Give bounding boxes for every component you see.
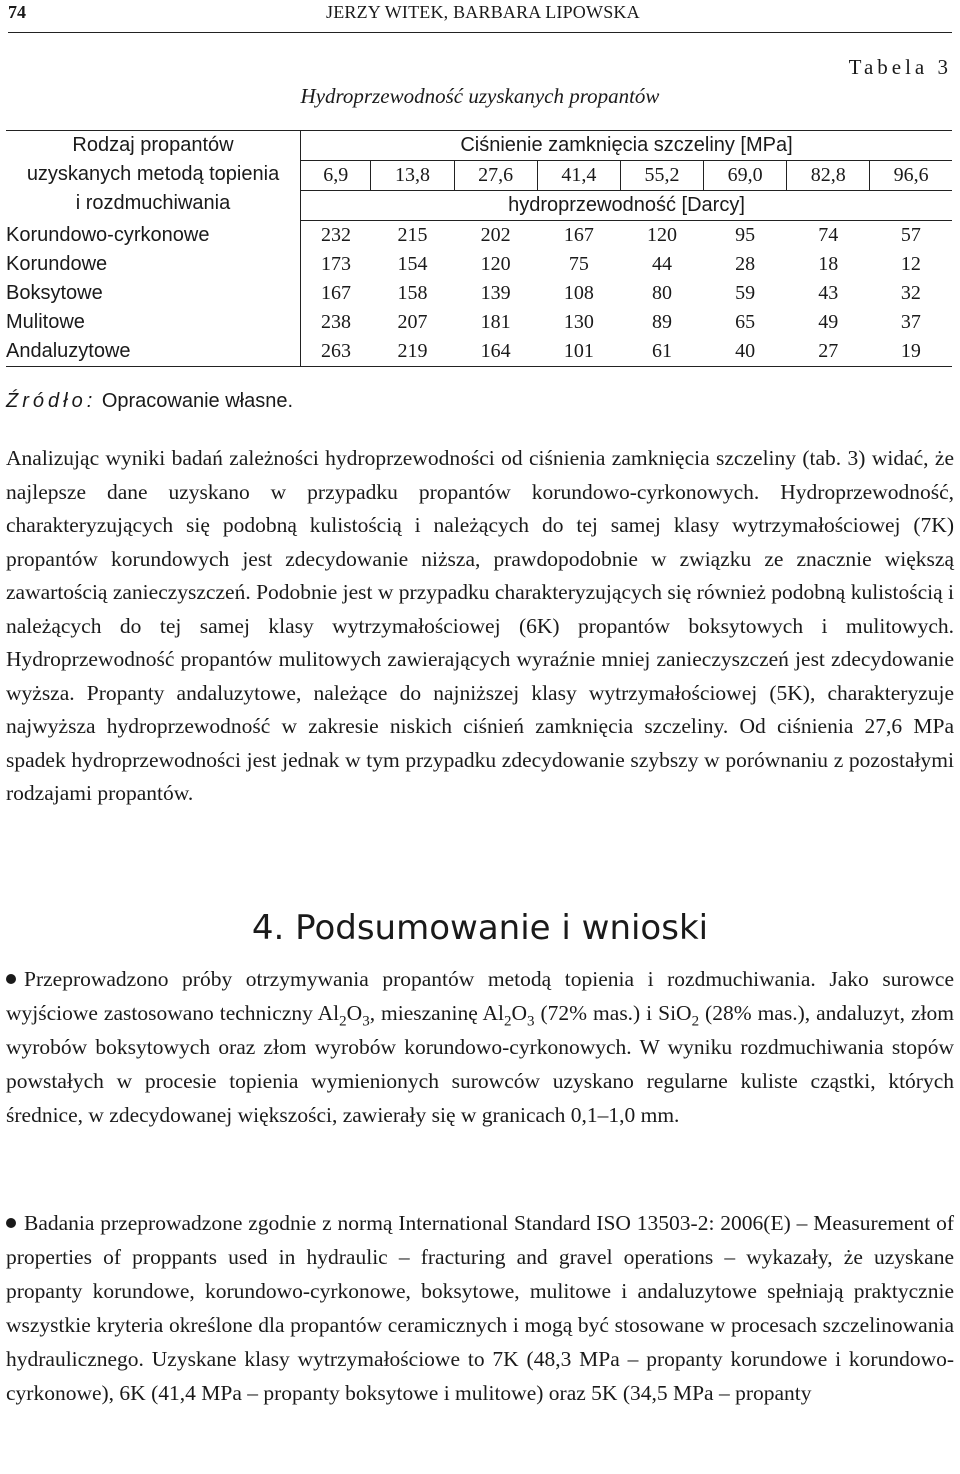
table-cell: 37: [900, 311, 921, 333]
section-heading: 4. Podsumowanie i wnioski: [251, 908, 709, 948]
table-cell: 61: [651, 340, 672, 362]
table-cell: 120: [646, 224, 677, 246]
table-cell: 167: [563, 224, 594, 246]
table-cell: 130: [563, 311, 594, 333]
bullet-icon: [6, 1218, 16, 1228]
row-label: Korundowe: [6, 250, 301, 279]
pressure-header-cell: 69,0: [704, 161, 787, 191]
table-cell: 167: [320, 282, 351, 304]
table-cell: 43: [818, 282, 839, 304]
table-cell: 75: [568, 253, 589, 275]
source-label: Źródło:: [6, 390, 97, 412]
subscript: 2: [339, 1013, 347, 1030]
table-cell: 57: [900, 224, 921, 246]
hydroconductivity-table: [6, 130, 952, 367]
bullet-item: [6, 1206, 954, 1410]
table-row: [6, 308, 952, 337]
bullet-text: (72% mas.) i SiO: [534, 1001, 692, 1025]
table-row: [6, 279, 952, 308]
table-cell: 18: [818, 253, 839, 275]
table-cell: 101: [563, 340, 594, 362]
bullet-text: (28% mas.), andaluzyt, złom wyrobów boksytowych oraz złom wyrobów korundowo-cyrkonowych. W wyniku rozdmuchiwania stopów powstałych w procesie topienia wymienionych surowców uzyskano regularne kuliste cząstki, których średnice, w zdecydowanej większości, zawierały się w granicach 0,1–1,0 mm.: [6, 1001, 954, 1127]
bullet-text: Badania przeprowadzone zgodnie z normą International Standard ISO 13503-2: 2006(E) – Measurement of properties of proppants used in hydraulic – fracturing and gravel operations – wykazały, że uzyskane propanty korundowe, korundowo-cyrkonowe, boksytowe, mulitowe i andaluzytowe spełniają praktycznie wszystkie kryteria określone dla propantów ceramicznych i mogą być stosowane w procesach szczelinowania hydraulicznego. Uzyskane klasy wytrzymałościowe to 7K (48,3 MPa – propanty korundowe i korundowo-cyrkonowe), 6K (41,4 MPa – propanty boksytowe i mulitowe) oraz 5K (34,5 MPa – propanty: [6, 1211, 954, 1405]
table-cell: 27: [818, 340, 839, 362]
bullet-text: O: [511, 1001, 528, 1025]
table-row: [6, 337, 952, 367]
table-cell: 154: [397, 253, 428, 275]
table-cell: 238: [320, 311, 351, 333]
running-title: JERZY WITEK, BARBARA LIPOWSKA: [326, 2, 640, 22]
table-title: [0, 84, 960, 109]
table-row: [6, 250, 952, 279]
row-header-line: uzyskanych metodą topienia: [26, 163, 280, 185]
bullet-icon: [6, 974, 16, 984]
source-text: Opracowanie własne.: [101, 390, 294, 412]
pressure-header-cell: 82,8: [787, 161, 870, 191]
pressure-header-cell: 27,6: [454, 161, 537, 191]
running-header: [8, 0, 952, 33]
table-cell: 164: [480, 340, 511, 362]
pressure-header-cell: 13,8: [371, 161, 454, 191]
bullet-item: [6, 962, 954, 1132]
table-cell: 173: [320, 253, 351, 275]
table-cell: 49: [818, 311, 839, 333]
table-cell: 28: [735, 253, 756, 275]
table-cell: 59: [735, 282, 756, 304]
table-cell: 65: [735, 311, 756, 333]
table-cell: 207: [397, 311, 428, 333]
table-cell: 44: [651, 253, 672, 275]
pressure-header-cell: 96,6: [870, 161, 952, 191]
pressure-header-cell: 41,4: [537, 161, 620, 191]
row-label: Boksytowe: [6, 279, 301, 308]
table-cell: 202: [480, 224, 511, 246]
table-cell: 19: [900, 340, 921, 362]
table-cell: 181: [480, 311, 511, 333]
table-cell: 80: [651, 282, 672, 304]
pressure-group-header: Ciśnienie zamknięcia szczeliny [MPa]: [301, 131, 953, 161]
subscript: 2: [691, 1013, 700, 1030]
table-title-text: Hydroprzewodność uzyskanych propantów: [300, 84, 660, 108]
row-label: Korundowo-cyrkonowe: [6, 221, 301, 251]
table-row: [6, 221, 952, 251]
subscript: 3: [527, 1013, 535, 1030]
table-label: Tabela 3: [848, 55, 952, 79]
row-label: Andaluzytowe: [6, 337, 301, 367]
pressure-header-cell: 6,9: [301, 161, 371, 191]
table-cell: 74: [818, 224, 839, 246]
page-number: 74: [8, 2, 26, 22]
body-paragraph: Analizując wyniki badań zależności hydroprzewodności od ciśnienia zamknięcia szczeliny (tab. 3) widać, że najlepsze dane uzyskano w przypadku propantów korundowo-cyrkonowych. Hydroprzewodność, charakteryzujących się podobną kulistością i należących do tej samej klasy wytrzymałościowej (7K) propantów korundowych jest zdecydowanie niższa, prawdopodobnie w związku ze znacznie większą zawartością zanieczyszczeń. Podobnie jest w przypadku charakteryzujących się również podobną kulistością i należących do tej samej klasy wytrzymałościowej (6K) propantów boksytowych i mulitowych. Hydroprzewodność propantów mulitowych zawierających wyraźnie mniej zanieczyszczeń jest zdecydowanie wyższa. Propanty andaluzytowe, należące do najniższej klasy wytrzymałościowej (5K), charakteryzuje najwyższa hydroprzewodność w zakresie niskich ciśnień zamknięcia szczeliny. Od ciśnienia 27,6 MPa spadek hydroprzewodności jest jednak w tym przypadku zdecydowanie szybszy w porównaniu z pozostałymi rodzajami propantów.: [6, 446, 955, 805]
pressure-header-cell: 55,2: [620, 161, 703, 191]
bullet-text: Przeprowadzono próby otrzymywania propantów metodą topienia i rozdmuchiwania. Jako surowce wyjściowe zastosowano techniczny Al: [6, 967, 954, 1025]
table-cell: 40: [735, 340, 756, 362]
table-cell: 32: [900, 282, 921, 304]
table-cell: 158: [397, 282, 428, 304]
table-cell: 95: [735, 224, 756, 246]
subscript: 2: [504, 1013, 512, 1030]
subscript: 3: [362, 1013, 370, 1030]
table-cell: 108: [563, 282, 594, 304]
unit-header: hydroprzewodność [Darcy]: [301, 191, 953, 221]
row-header-line: i rozdmuchiwania: [75, 192, 231, 214]
table-source: [6, 390, 293, 413]
table-cell: 120: [480, 253, 511, 275]
table-cell: 219: [397, 340, 428, 362]
row-header-cell: [6, 131, 301, 221]
row-label: Mulitowe: [6, 308, 301, 337]
table-cell: 89: [651, 311, 672, 333]
table-cell: 139: [480, 282, 511, 304]
bullet-text: O: [346, 1001, 363, 1025]
bullet-text: , mieszaninę Al: [369, 1001, 505, 1025]
table-cell: 12: [900, 253, 921, 275]
table-cell: 263: [320, 340, 351, 362]
row-header-line: Rodzaj propantów: [72, 134, 234, 156]
table-cell: 215: [397, 224, 428, 246]
table-cell: 232: [320, 224, 351, 246]
